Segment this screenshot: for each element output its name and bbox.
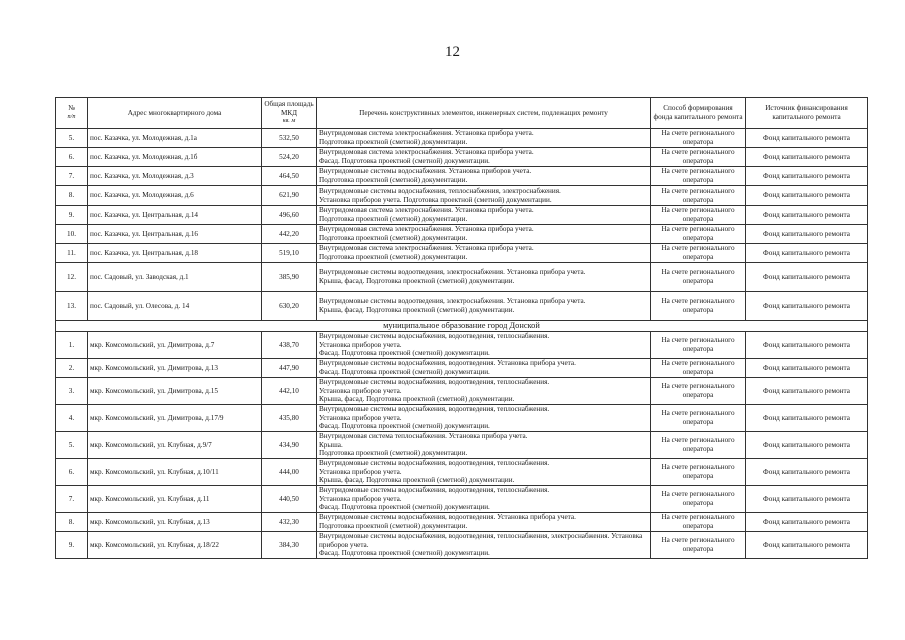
table-header [56,98,868,129]
row-works [317,513,651,532]
row-num: 5. [56,129,88,148]
row-method: На счете регионального оператора [651,186,746,206]
work-line: Подготовка проектной (сметной) документации. [319,234,468,242]
row-source: Фонд капитального ремонта [746,459,868,486]
table-row [56,148,868,167]
table-row [56,459,868,486]
row-num: 13. [56,292,88,321]
row-works [317,292,651,321]
row-address: мкр. Комсомольский, ул. Димитрова, д.13 [88,359,262,378]
row-num: 7. [56,167,88,186]
row-works [317,486,651,513]
work-line: Внутридомовая система электроснабжения. Установка прибора учета. [319,206,534,215]
work-line: Внутридомовые системы водоотведения, электроснабжения. Установка прибора учета. [319,268,586,277]
row-address: пос. Казачка, ул. Молодежная, д.1а [88,129,262,148]
work-line: Установка приборов учета. [319,340,402,349]
row-area: 434,90 [262,432,317,459]
row-num: 4. [56,405,88,432]
row-address: пос. Казачка, ул. Молодежная, д.1б [88,148,262,167]
work-line: Установка приборов учета. [319,467,402,476]
row-method: На счете регионального оператора [651,167,746,186]
header-method: Способ формирования фонда капитального ремонта [651,98,746,129]
row-source: Фонд капитального ремонта [746,378,868,405]
work-line: Подготовка проектной (сметной) документации. [319,215,468,223]
section-row [56,321,868,332]
row-area: 519,10 [262,244,317,263]
row-method: На счете регионального оператора [651,148,746,167]
row-works [317,167,651,186]
work-line: Внутридомовая система электроснабжения. Установка прибора учета. [319,129,534,138]
row-method: На счете регионального оператора [651,206,746,225]
header-area: Общая площадь МКД кв. м [262,98,317,129]
row-area: 385,90 [262,263,317,292]
row-address: пос. Казачка, ул. Центральная, д.14 [88,206,262,225]
header-source: Источник финансирования капитального ремонта [746,98,868,129]
work-line: Фасад. Подготовка проектной (сметной) документации. [319,503,490,512]
row-address: мкр. Комсомольский, ул. Димитрова, д.15 [88,378,262,405]
row-works [317,532,651,559]
work-line: Подготовка проектной (сметной) документации. [319,253,468,261]
row-works [317,186,651,206]
row-num: 11. [56,244,88,263]
row-area: 630,20 [262,292,317,321]
row-area: 496,60 [262,206,317,225]
row-area: 435,80 [262,405,317,432]
row-source: Фонд капитального ремонта [746,225,868,244]
row-num: 10. [56,225,88,244]
row-num: 7. [56,486,88,513]
row-source: Фонд капитального ремонта [746,186,868,206]
row-method: На счете регионального оператора [651,225,746,244]
work-line: Внутридомовые системы водоснабжения, водоотведения. Установка прибора учета. [319,513,576,522]
work-line: Установка приборов учета. [319,386,402,395]
table-row [56,206,868,225]
row-num: 9. [56,532,88,559]
row-method: На счете регионального оператора [651,486,746,513]
row-num: 12. [56,263,88,292]
table-row [56,292,868,321]
row-area: 442,10 [262,378,317,405]
row-area: 447,90 [262,359,317,378]
row-works [317,332,651,359]
table-row [56,263,868,292]
table-row [56,532,868,559]
work-line: Внутридомовые системы водоснабжения, водоотведения, теплоснабжения. [319,486,550,495]
row-address: пос. Казачка, ул. Центральная, д.18 [88,244,262,263]
row-area: 384,30 [262,532,317,559]
row-source: Фонд капитального ремонта [746,532,868,559]
row-method: На счете регионального оператора [651,459,746,486]
row-area: 464,50 [262,167,317,186]
row-address: мкр. Комсомольский, ул. Димитрова, д.7 [88,332,262,359]
row-works [317,263,651,292]
table-row [56,129,868,148]
header-works: Перечень конструктивных элементов, инженерных систем, подлежащих ремонту [317,98,651,129]
header-num: № п/п [56,98,88,129]
row-method: На счете регионального оператора [651,359,746,378]
work-line: Внутридомовая система теплоснабжения. Установка прибора учета. [319,432,528,441]
table-row [56,332,868,359]
table-row [56,244,868,263]
row-num: 3. [56,378,88,405]
row-source: Фонд капитального ремонта [746,167,868,186]
row-source: Фонд капитального ремонта [746,244,868,263]
row-method: На счете регионального оператора [651,244,746,263]
work-line: Подготовка проектной (сметной) документации. [319,138,468,146]
row-address: мкр. Комсомольский, ул. Клубная, д.18/22 [88,532,262,559]
row-source: Фонд капитального ремонта [746,405,868,432]
row-method: На счете регионального оператора [651,263,746,292]
row-source: Фонд капитального ремонта [746,332,868,359]
row-method: На счете регионального оператора [651,532,746,559]
work-line: Фасад. Подготовка проектной (сметной) документации. [319,549,490,558]
row-source: Фонд капитального ремонта [746,359,868,378]
work-line: Крыша. [319,440,343,449]
row-address: пос. Казачка, ул. Центральная, д.16 [88,225,262,244]
work-line: Внутридомовые системы водоснабжения, водоотведения. Установка прибора учета. [319,359,576,368]
row-area: 432,30 [262,513,317,532]
row-address: мкр. Комсомольский, ул. Клубная, д.9/7 [88,432,262,459]
work-line: Фасад. Подготовка проектной (сметной) документации. [319,422,490,431]
table-body-bottom [56,332,868,559]
row-works [317,129,651,148]
row-works [317,459,651,486]
row-source: Фонд капитального ремонта [746,486,868,513]
table-body-top [56,129,868,321]
table-row [56,225,868,244]
row-works [317,378,651,405]
work-line: Внутридомовые системы водоснабжения, водоотведения, теплоснабжения. [319,405,550,414]
row-works [317,405,651,432]
work-line: Внутридомовая система электроснабжения. Установка прибора учета. [319,148,534,157]
row-area: 442,20 [262,225,317,244]
row-method: На счете регионального оператора [651,405,746,432]
work-line: Установка приборов учета. [319,494,402,503]
row-num: 5. [56,432,88,459]
row-source: Фонд капитального ремонта [746,432,868,459]
row-address: мкр. Комсомольский, ул. Клубная, д.13 [88,513,262,532]
work-line: Крыша, фасад. Подготовка проектной (сметной) документации. [319,277,515,285]
table-row [56,186,868,206]
row-num: 6. [56,459,88,486]
row-address: мкр. Комсомольский, ул. Клубная, д.11 [88,486,262,513]
work-line: Внутридомовая система электроснабжения. Установка прибора учета. [319,225,534,234]
row-method: На счете регионального оператора [651,292,746,321]
row-address: мкр. Комсомольский, ул. Клубная, д.10/11 [88,459,262,486]
table-row [56,486,868,513]
row-area: 524,20 [262,148,317,167]
row-source: Фонд капитального ремонта [746,263,868,292]
work-line: Внутридомовые системы водоснабжения, теплоснабжения, электроснабжения. [319,186,561,195]
row-area: 621,90 [262,186,317,206]
work-line: Крыша, фасад. Подготовка проектной (сметной) документации. [319,395,515,404]
work-line: Подготовка проектной (сметной) документации. [319,176,468,184]
work-line: Внутридомовые системы водоснабжения, водоотведения, теплоснабжения. [319,378,550,387]
row-source: Фонд капитального ремонта [746,513,868,532]
row-num: 6. [56,148,88,167]
row-address: пос. Казачка, ул. Молодежная, д.6 [88,186,262,206]
row-works [317,432,651,459]
row-source: Фонд капитального ремонта [746,129,868,148]
row-method: На счете регионального оператора [651,432,746,459]
table-row [56,513,868,532]
row-works [317,148,651,167]
page-number: 12 [445,44,460,60]
row-address: пос. Казачка, ул. Молодежная, д.3 [88,167,262,186]
row-source: Фонд капитального ремонта [746,206,868,225]
work-line: Внутридомовые системы водоснабжения, водоотведения, теплоснабжения. [319,332,550,341]
section-body [56,321,868,332]
row-address: пос. Садовый, ул. Заводская, д.1 [88,263,262,292]
row-works [317,359,651,378]
work-line: Фасад. Подготовка проектной (сметной) документации. [319,349,490,358]
row-works [317,206,651,225]
row-area: 532,50 [262,129,317,148]
work-line: Внутридомовые системы водоснабжения, водоотведения, теплоснабжения, электроснабжения. Установка приборов учета. [319,532,643,549]
row-num: 9. [56,206,88,225]
work-line: Внутридомовые системы водоотведения, электроснабжения. Установка прибора учета. [319,297,586,306]
row-works [317,244,651,263]
work-line: Крыша, фасад. Подготовка проектной (сметной) документации. [319,476,515,485]
work-line: Подготовка проектной (сметной) документации. [319,522,468,530]
row-area: 444,00 [262,459,317,486]
work-line: Крыша, фасад. Подготовка проектной (сметной) документации. [319,306,515,314]
table-row [56,359,868,378]
row-works [317,225,651,244]
row-num: 8. [56,186,88,206]
work-line: Установка приборов учета. Подготовка проектной (сметной) документации. [319,195,552,204]
row-method: На счете регионального оператора [651,378,746,405]
work-line: Внутридомовые системы водоснабжения. Установка приборов учета. [319,167,532,176]
table-row [56,405,868,432]
row-source: Фонд капитального ремонта [746,292,868,321]
work-line: Внутридомовая система электроснабжения. Установка прибора учета. [319,244,534,253]
work-line: Фасад. Подготовка проектной (сметной) документации. [319,157,490,165]
work-line: Внутридомовые системы водоснабжения, водоотведения, теплоснабжения. [319,459,550,468]
row-num: 1. [56,332,88,359]
row-method: На счете регионального оператора [651,513,746,532]
row-num: 2. [56,359,88,378]
row-method: На счете регионального оператора [651,129,746,148]
row-area: 438,70 [262,332,317,359]
table-row [56,432,868,459]
row-address: пос. Садовый, ул. Олесова, д. 14 [88,292,262,321]
row-method: На счете регионального оператора [651,332,746,359]
table-row [56,378,868,405]
work-line: Фасад. Подготовка проектной (сметной) документации. [319,368,490,376]
table-row [56,167,868,186]
work-line: Подготовка проектной (сметной) документации. [319,449,468,458]
section-title: муниципальное образование город Донской [56,321,868,332]
work-line: Установка приборов учета. [319,413,402,422]
row-area: 440,50 [262,486,317,513]
row-num: 8. [56,513,88,532]
header-address: Адрес многоквартирного дома [88,98,262,129]
row-source: Фонд капитального ремонта [746,148,868,167]
repair-table [55,97,868,559]
row-address: мкр. Комсомольский, ул. Димитрова, д.17/9 [88,405,262,432]
